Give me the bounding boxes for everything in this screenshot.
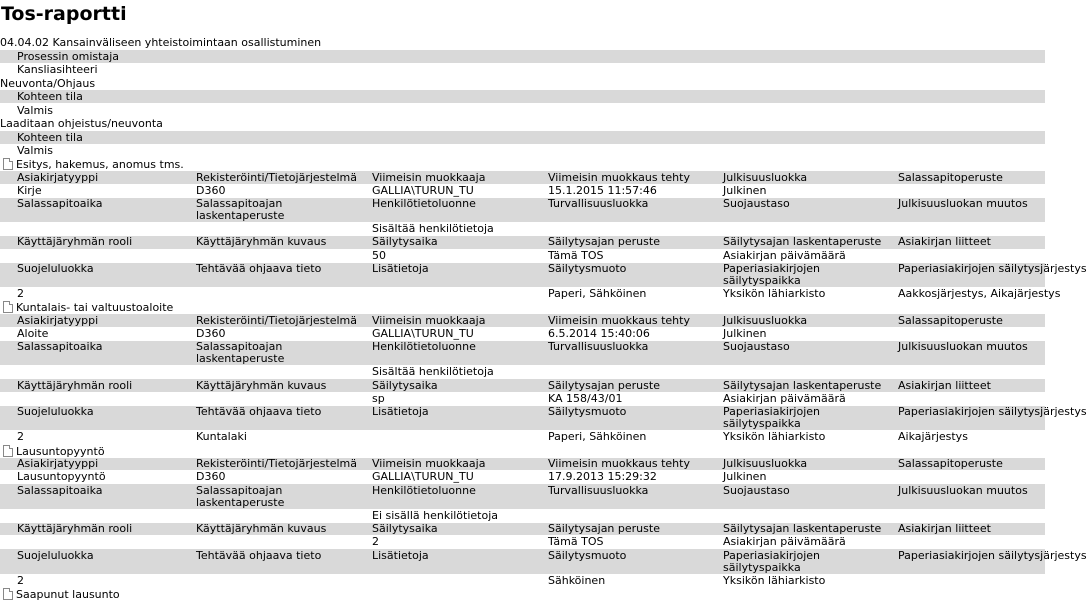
field-value: Julkinen [723,183,767,197]
field-label: Viimeisin muokkaaja [372,170,486,184]
field-value: 2 [17,430,24,444]
field-label: Käyttäjäryhmän rooli [17,378,133,392]
field-value: Paperi, Sähköinen [548,287,647,300]
field-label: Paperiasiakirjojen säilytyspaikka [723,405,821,431]
field-label: Säilytysmuoto [548,405,627,419]
field-label: Säilytysmuoto [548,262,627,275]
field-value: D360 [196,327,226,341]
field-value: 15.1.2015 11:57:46 [548,183,657,197]
field-label: Viimeisin muokkaus tehty [548,313,690,327]
document-icon [3,301,13,313]
field-label: Asiakirjan liitteet [898,235,991,249]
field-label: Asiakirjan liitteet [898,522,991,535]
field-label: Julkisuusluokka [723,457,808,471]
field-value: Ei sisällä henkilötietoja [372,508,499,522]
document-title [3,158,184,171]
label-band [0,90,1045,103]
field-label: Henkilötietoluonne [372,483,476,497]
label-band [0,50,1045,63]
field-label: Säilytysajan peruste [548,235,660,249]
field-label: Säilytysajan laskentaperuste [723,235,882,249]
field-label: Lisätietoja [372,548,429,562]
field-label: Salassapitoaika [17,483,103,497]
field-label: Säilytysajan peruste [548,378,660,392]
field-value: D360 [196,183,226,197]
field-label: Asiakirjatyyppi [17,457,99,471]
field-label: Säilytysaika [372,522,438,535]
field-value: Kirje [17,183,42,197]
field-label: Paperiasiakirjojen säilytyspaikka [723,548,821,574]
document-icon [3,158,13,170]
field-label: Käyttäjäryhmän kuvaus [196,235,327,249]
field-value: 2 [372,535,379,549]
field-label: Julkisuusluokan muutos [898,197,1028,211]
field-value: Valmis [17,144,53,157]
field-label: Suojeluluokka [17,405,94,419]
field-label: Käyttäjäryhmän rooli [17,522,133,535]
field-value: GALLIA\TURUN_TU [372,327,474,341]
field-label: Salassapitoaika [17,340,103,354]
field-value: Aakkosjärjestys, Aikajärjestys [898,287,1061,300]
field-value: Kuntalaki [196,430,247,444]
field-value: Sähköinen [548,573,606,587]
field-label: Tehtävää ohjaava tieto [196,262,322,275]
field-label: Salassapitoperuste [898,313,1003,327]
field-label: Säilytysaika [372,378,438,392]
field-label: Salassapitoperuste [898,170,1003,184]
document-title-text: Lausuntopyyntö [16,444,105,458]
field-value: Asiakirjan päivämäärä [723,248,846,262]
field-value: Paperi, Sähköinen [548,430,647,444]
field-label: Julkisuusluokka [723,170,808,184]
field-value: Yksikön lähiarkisto [723,287,826,300]
field-label: Säilytysmuoto [548,548,627,562]
field-label: Rekisteröinti/Tietojärjestelmä [196,457,357,471]
field-label: Asiakirjatyyppi [17,170,99,184]
field-label: Paperiasiakirjojen säilytyspaikka [723,262,821,287]
field-label: Kohteen tila [17,130,83,144]
field-label: Turvallisuusluokka [548,340,649,354]
field-value: Sisältää henkilötietoja [372,222,494,236]
field-value: Valmis [17,103,53,117]
section-heading: Neuvonta/Ohjaus [0,76,96,90]
field-label: Suojaustaso [723,483,790,497]
section-heading: 04.04.02 Kansainväliseen yhteistoimintaan osallistuminen [0,36,322,49]
field-label: Julkisuusluokka [723,313,808,327]
document-title [3,445,105,458]
field-value: 2 [17,573,24,587]
field-label: Paperiasiakirjojen säilytysjärjestys [898,262,1087,275]
field-label: Julkisuusluokan muutos [898,340,1028,354]
document-title [3,588,120,601]
field-value: GALLIA\TURUN_TU [372,470,474,484]
field-value: Tämä TOS [548,535,604,549]
field-label: Suojaustaso [723,197,790,211]
field-label: Prosessin omistaja [17,49,120,63]
field-value: KA 158/43/01 [548,392,623,405]
field-value: 17.9.2013 15:29:32 [548,470,657,484]
field-value: Aloite [17,327,49,341]
field-label: Säilytysajan laskentaperuste [723,522,882,535]
field-value: 2 [17,287,24,300]
field-label: Paperiasiakirjojen säilytysjärjestys [898,548,1087,562]
field-label: Salassapitoperuste [898,457,1003,471]
document-title-text: Esitys, hakemus, anomus tms. [16,158,184,171]
field-label: Henkilötietoluonne [372,340,476,354]
field-label: Salassapitoajan laskentaperuste [196,340,285,366]
field-value: Sisältää henkilötietoja [372,365,494,379]
field-value: Julkinen [723,327,767,341]
field-value: 50 [372,248,386,262]
field-label: Suojeluluokka [17,262,94,275]
field-label: Käyttäjäryhmän rooli [17,235,133,249]
field-label: Asiakirjan liitteet [898,378,991,392]
field-label: Salassapitoaika [17,197,103,211]
field-label: Säilytysajan laskentaperuste [723,378,882,392]
document-title [3,301,173,314]
field-value: Aikajärjestys [898,430,968,444]
field-value: Kansliasihteeri [17,63,98,76]
field-label: Viimeisin muokkaaja [372,457,486,471]
field-label: Suojaustaso [723,340,790,354]
field-label: Julkisuusluokan muutos [898,483,1028,497]
page-title: Tos-raportti [1,3,127,25]
field-value: Lausuntopyyntö [17,470,106,484]
field-label: Asiakirjatyyppi [17,313,99,327]
field-label: Käyttäjäryhmän kuvaus [196,522,327,535]
field-value: Tämä TOS [548,248,604,262]
field-label: Salassapitoajan laskentaperuste [196,483,285,509]
field-label: Lisätietoja [372,405,429,419]
field-label: Viimeisin muokkaus tehty [548,457,690,471]
field-label: Käyttäjäryhmän kuvaus [196,378,327,392]
document-title-text: Kuntalais- tai valtuustoaloite [16,301,174,315]
field-label: Turvallisuusluokka [548,483,649,497]
field-value: GALLIA\TURUN_TU [372,183,474,197]
field-label: Salassapitoajan laskentaperuste [196,197,285,223]
field-label: Kohteen tila [17,90,83,103]
document-icon [3,588,13,600]
field-label: Tehtävää ohjaava tieto [196,405,322,419]
field-value: Julkinen [723,470,767,484]
section-heading: Laaditaan ohjeistus/neuvonta [0,117,163,130]
field-value: D360 [196,470,226,484]
field-value: 6.5.2014 15:40:06 [548,327,650,341]
field-label: Säilytysaika [372,235,438,249]
field-label: Rekisteröinti/Tietojärjestelmä [196,313,357,327]
field-value: sp [372,392,385,405]
field-label: Viimeisin muokkaaja [372,313,486,327]
field-label: Suojeluluokka [17,548,94,562]
field-label: Viimeisin muokkaus tehty [548,170,690,184]
field-label: Henkilötietoluonne [372,197,476,211]
document-title-text: Saapunut lausunto [16,587,120,601]
field-label: Säilytysajan peruste [548,522,660,535]
document-icon [3,445,13,457]
label-band [0,131,1045,144]
field-value: Asiakirjan päivämäärä [723,392,846,405]
field-value: Yksikön lähiarkisto [723,573,826,587]
field-label: Lisätietoja [372,262,429,275]
field-value: Asiakirjan päivämäärä [723,535,846,549]
field-label: Rekisteröinti/Tietojärjestelmä [196,170,357,184]
field-label: Tehtävää ohjaava tieto [196,548,322,562]
field-value: Yksikön lähiarkisto [723,430,826,444]
field-label: Turvallisuusluokka [548,197,649,211]
field-label: Paperiasiakirjojen säilytysjärjestys [898,405,1087,419]
